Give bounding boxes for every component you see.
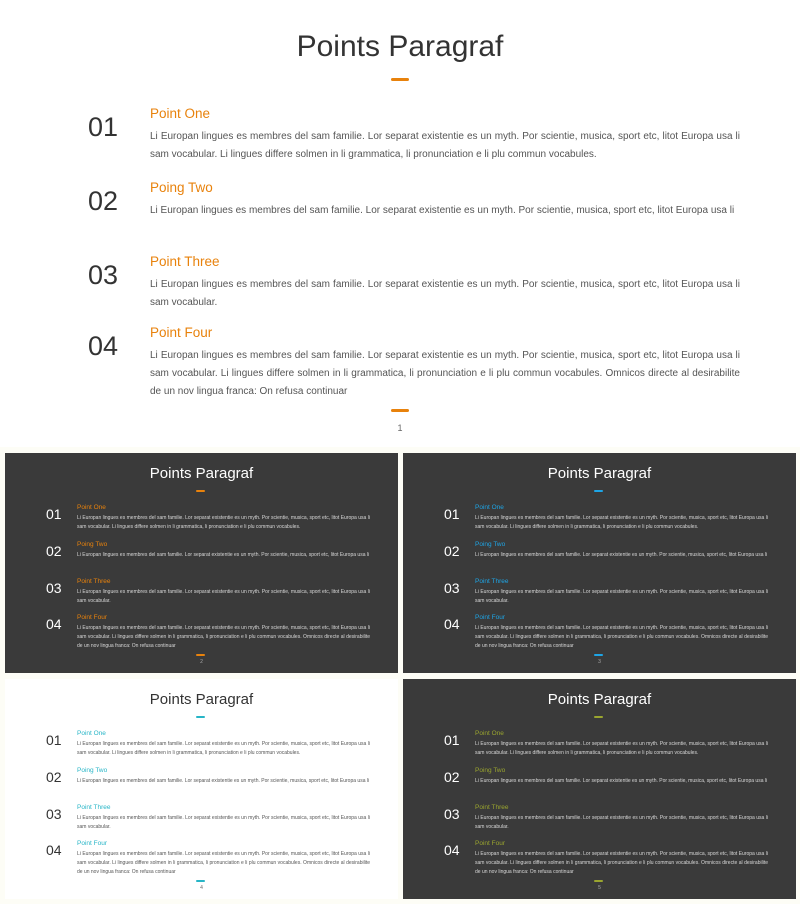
footer-underline <box>594 880 603 882</box>
footer-underline <box>196 654 205 656</box>
slide-title: Points Paragraf <box>149 691 254 708</box>
point-body: Li Europan lingues es membres del sam familie. Lor separat existentie es un myth. Por scientie, musica, sport etc, litot Europa usa li sam vocabular. Li lingues differe solmen in li grammatica, li pronunciation e li plu commun vocabules. Omnicos directe al desirabilite de un nov lingua franca: On refusa continuar <box>475 625 768 649</box>
point-number: 04 <box>444 616 460 632</box>
point-heading: Poing Two <box>77 767 108 774</box>
point-number: 04 <box>88 331 119 361</box>
point-heading: Point Four <box>475 614 505 621</box>
slide-title: Points Paragraf <box>149 465 254 482</box>
point-heading: Point One <box>77 504 106 511</box>
point-body: Li Europan lingues es membres del sam familie. Lor separat existentie es un myth. Por scientie, musica, sport etc, litot Europa usa li sam vocabular. Li lingues differe solmen in li grammatica, li pronunciation e li plu commun vocabules. Omnicos directe al desirabilite de un nov lingua franca: On refusa continuar <box>150 350 740 397</box>
point-number: 01 <box>88 112 119 142</box>
page-number: 5 <box>598 885 601 891</box>
point-body: Li Europan lingues es membres del sam familie. Lor separat existentie es un myth. Por scientie, musica, sport etc, litot Europa usa li sam vocabular. Li lingues differe solmen in li grammatica, li pronunciation e li plu commun vocabules. Omnicos directe al desirabilite de un nov lingua franca: On refusa continuar <box>77 851 370 875</box>
point-body: Li Europan lingues es membres del sam familie. Lor separat existentie es un myth. Por scientie, musica, sport etc, litot Europa usa li sam vocabular. Li lingues differe solmen in li grammatica, li pronunciation e li plu commun vocabules. <box>475 515 768 530</box>
point-number: 02 <box>444 543 460 559</box>
footer-underline <box>594 654 603 656</box>
point-body: Li Europan lingues es membres del sam familie. Lor separat existentie es un myth. Por scientie, musica, sport etc, litot Europa usa li sam vocabular. Li lingues differe solmen in li grammatica, li pronunciation e li plu commun vocabules. <box>77 741 370 756</box>
slide-4 <box>5 679 398 899</box>
point-heading: Point Four <box>475 840 505 847</box>
point-number: 01 <box>444 732 460 748</box>
page-number: 4 <box>200 885 203 891</box>
point-body: Li Europan lingues es membres del sam familie. Lor separat existentie es un myth. Por scientie, musica, sport etc, litot Europa usa li sam vocabular. <box>77 815 370 830</box>
point-number: 04 <box>46 842 62 858</box>
point-body: Li Europan lingues es membres del sam familie. Lor separat existentie es un myth. Por scientie, musica, sport etc, litot Europa usa li sam vocabular. <box>475 589 768 604</box>
point-body: Li Europan lingues es membres del sam familie. Lor separat existentie es un myth. Por scientie, musica, sport etc, litot Europa usa li sam vocabular. <box>150 279 740 308</box>
point-body: Li Europan lingues es membres del sam familie. Lor separat existentie es un myth. Por scientie, musica, sport etc, litot Europa usa li <box>475 552 768 558</box>
point-heading: Poing Two <box>77 541 108 548</box>
point-body: Li Europan lingues es membres del sam familie. Lor separat existentie es un myth. Por scientie, musica, sport etc, litot Europa usa li sam vocabular. Li lingues differe solmen in li grammatica, li pronunciation e li plu commun vocabules. Omnicos directe al desirabilite de un nov lingua franca: On refusa continuar <box>475 851 768 875</box>
footer-underline <box>196 880 205 882</box>
point-number: 03 <box>46 580 62 596</box>
point-body: Li Europan lingues es membres del sam familie. Lor separat existentie es un myth. Por scientie, musica, sport etc, litot Europa usa li sam vocabular. Li lingues differe solmen in li grammatica, li pronunciation e li plu commun vocabules. Omnicos directe al desirabilite de un nov lingua franca: On refusa continuar <box>77 625 370 649</box>
point-number: 02 <box>444 769 460 785</box>
title-underline <box>196 490 205 492</box>
point-heading: Point One <box>150 106 211 121</box>
point-heading: Point Three <box>77 804 111 811</box>
point-heading: Point One <box>475 504 504 511</box>
page-number: 2 <box>200 659 203 665</box>
title-underline <box>594 490 603 492</box>
slide-3 <box>403 453 796 673</box>
point-heading: Point One <box>475 730 504 737</box>
point-number: 03 <box>444 580 460 596</box>
point-heading: Poing Two <box>475 541 506 548</box>
title-underline <box>196 716 205 718</box>
slide-1 <box>0 0 800 447</box>
point-heading: Poing Two <box>150 180 213 195</box>
point-number: 02 <box>88 186 119 216</box>
point-heading: Poing Two <box>475 767 506 774</box>
point-number: 03 <box>444 806 460 822</box>
point-body: Li Europan lingues es membres del sam familie. Lor separat existentie es un myth. Por scientie, musica, sport etc, litot Europa usa li <box>475 778 768 784</box>
point-body: Li Europan lingues es membres del sam familie. Lor separat existentie es un myth. Por scientie, musica, sport etc, litot Europa usa li sam vocabular. Li lingues differe solmen in li grammatica, li pronunciation e li plu commun vocabules. <box>150 131 740 160</box>
point-heading: Point Four <box>77 840 107 847</box>
point-heading: Point Three <box>475 804 509 811</box>
point-heading: Point One <box>77 730 106 737</box>
point-body: Li Europan lingues es membres del sam familie. Lor separat existentie es un myth. Por scientie, musica, sport etc, litot Europa usa li <box>150 205 735 216</box>
page-number: 3 <box>598 659 601 665</box>
point-number: 01 <box>46 506 62 522</box>
point-body: Li Europan lingues es membres del sam familie. Lor separat existentie es un myth. Por scientie, musica, sport etc, litot Europa usa li <box>77 552 370 558</box>
slide-title: Points Paragraf <box>547 691 652 708</box>
page-number: 1 <box>397 423 403 433</box>
point-heading: Point Three <box>150 254 220 269</box>
point-number: 02 <box>46 543 62 559</box>
point-heading: Point Three <box>475 578 509 585</box>
point-number: 03 <box>88 260 119 290</box>
point-heading: Point Four <box>150 325 213 340</box>
point-number: 03 <box>46 806 62 822</box>
point-body: Li Europan lingues es membres del sam familie. Lor separat existentie es un myth. Por scientie, musica, sport etc, litot Europa usa li <box>77 778 370 784</box>
point-body: Li Europan lingues es membres del sam familie. Lor separat existentie es un myth. Por scientie, musica, sport etc, litot Europa usa li sam vocabular. <box>77 589 370 604</box>
point-number: 01 <box>46 732 62 748</box>
point-number: 01 <box>444 506 460 522</box>
slide-5 <box>403 679 796 899</box>
title-underline <box>391 78 409 81</box>
point-body: Li Europan lingues es membres del sam familie. Lor separat existentie es un myth. Por scientie, musica, sport etc, litot Europa usa li sam vocabular. Li lingues differe solmen in li grammatica, li pronunciation e li plu commun vocabules. <box>475 741 768 756</box>
point-heading: Point Four <box>77 614 107 621</box>
title-underline <box>594 716 603 718</box>
slide-title: Points Paragraf <box>547 465 652 482</box>
point-number: 04 <box>46 616 62 632</box>
point-body: Li Europan lingues es membres del sam familie. Lor separat existentie es un myth. Por scientie, musica, sport etc, litot Europa usa li sam vocabular. <box>475 815 768 830</box>
point-heading: Point Three <box>77 578 111 585</box>
point-number: 02 <box>46 769 62 785</box>
point-number: 04 <box>444 842 460 858</box>
point-body: Li Europan lingues es membres del sam familie. Lor separat existentie es un myth. Por scientie, musica, sport etc, litot Europa usa li sam vocabular. Li lingues differe solmen in li grammatica, li pronunciation e li plu commun vocabules. <box>77 515 370 530</box>
slide-title: Points Paragraf <box>296 30 504 63</box>
slide-2 <box>5 453 398 673</box>
footer-underline <box>391 409 409 412</box>
